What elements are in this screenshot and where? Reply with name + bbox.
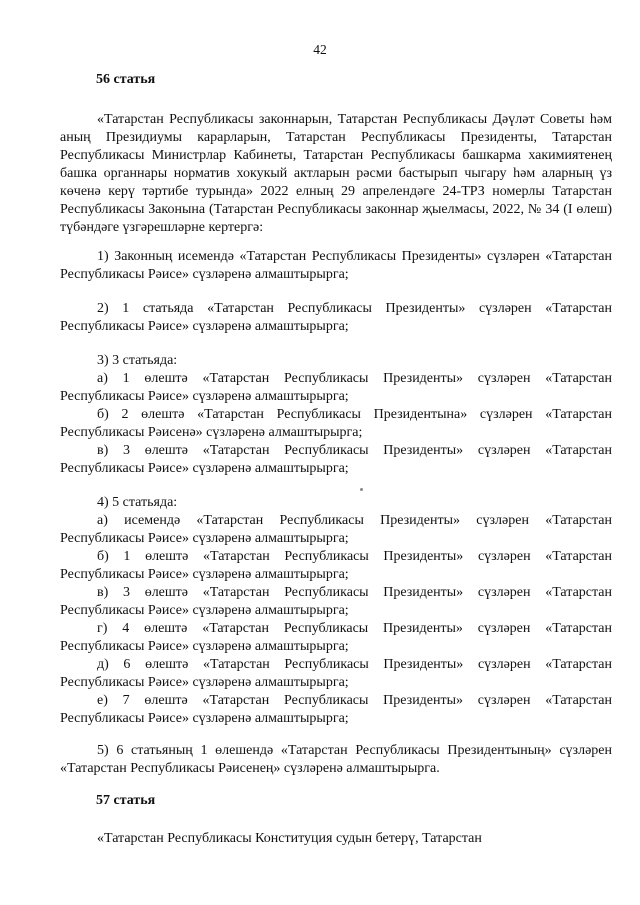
item-4f: е) 7 өлештә «Татарстан Республикасы Президенты» сүзләрен «Татарстан Республикасы Рәисе» сүзләренә алмаштырырга; [60, 693, 612, 726]
item-4d: г) 4 өлештә «Татарстан Республикасы Президенты» сүзләрен «Татарстан Республикасы Рәисе» сүзләренә алмаштырырга; [60, 621, 612, 654]
item-4a: а) исемендә «Татарстан Республикасы Президенты» сүзләрен «Татарстан Республикасы Рәисе» сүзләренә алмаштырырга; [60, 513, 612, 546]
item-4b: б) 1 өлештә «Татарстан Республикасы Президенты» сүзләрен «Татарстан Республикасы Рәисе» сүзләренә алмаштырырга; [60, 549, 612, 582]
item-3a: а) 1 өлештә «Татарстан Республикасы Президенты» сүзләрен «Татарстан Республикасы Рәисе» сүзләренә алмаштырырга; [60, 371, 612, 404]
item-3c: в) 3 өлештә «Татарстан Республикасы Президенты» сүзләрен «Татарстан Республикасы Рәисе» сүзләренә алмаштырырга; [60, 443, 612, 476]
article-57-intro: «Татарстан Республикасы Конституция судын бетерү, Татарстан [97, 831, 482, 846]
item-3-heading: 3) 3 статьяда: [97, 353, 178, 368]
article-56-intro: «Татарстан Республикасы законнарын, Татарстан Республикасы Дәүләт Советы һәм аның Президиумы карарларын, Татарстан Республикасы Президенты, Татарстан Республикасы Министрлар Кабинеты, Татарстан Республикасы башкарма хакимиятенең башка органнары норматив хокукый актларын рәсми бастырып чыгару һәм аларның үз көченә керү тәртибе турында» 2022 елның 29 апрелендәге 24-ТРЗ номерлы Татарстан Республикасы Законына (Татарстан Республикасы законнар җыелмасы, 2022, № 34 (I өлеш) түбәндәге үзгәрешләрне кертергә: [60, 112, 612, 235]
item-2: 2) 1 статьяда «Татарстан Республикасы Президенты» сүзләрен «Татарстан Республикасы Рәисе» сүзләренә алмаштырырга; [60, 301, 612, 334]
item-3b: б) 2 өлештә «Татарстан Республикасы Президентына» сүзләрен «Татарстан Республикасы Рәисенә» сүзләренә алмаштырырга; [60, 407, 612, 440]
item-4-heading: 4) 5 статьяда: [97, 495, 178, 510]
article-56-heading: 56 статья [96, 72, 156, 87]
item-5: 5) 6 статьяның 1 өлешендә «Татарстан Республикасы Президентының» сүзләрен «Татарстан Республикасы Рәисенең» сүзләренә алмаштырырга. [60, 743, 612, 776]
page-number: 42 [313, 42, 327, 57]
item-4e: д) 6 өлештә «Татарстан Республикасы Президенты» сүзләрен «Татарстан Республикасы Рәисе» сүзләренә алмаштырырга; [60, 657, 612, 690]
scan-dot [360, 488, 363, 491]
article-57-heading: 57 статья [96, 793, 156, 808]
item-1: 1) Законның исемендә «Татарстан Республикасы Президенты» сүзләрен «Татарстан Республикасы Рәисе» сүзләренә алмаштырырга; [60, 249, 612, 282]
item-4c: в) 3 өлештә «Татарстан Республикасы Президенты» сүзләрен «Татарстан Республикасы Рәисе» сүзләренә алмаштырырга; [60, 585, 612, 618]
